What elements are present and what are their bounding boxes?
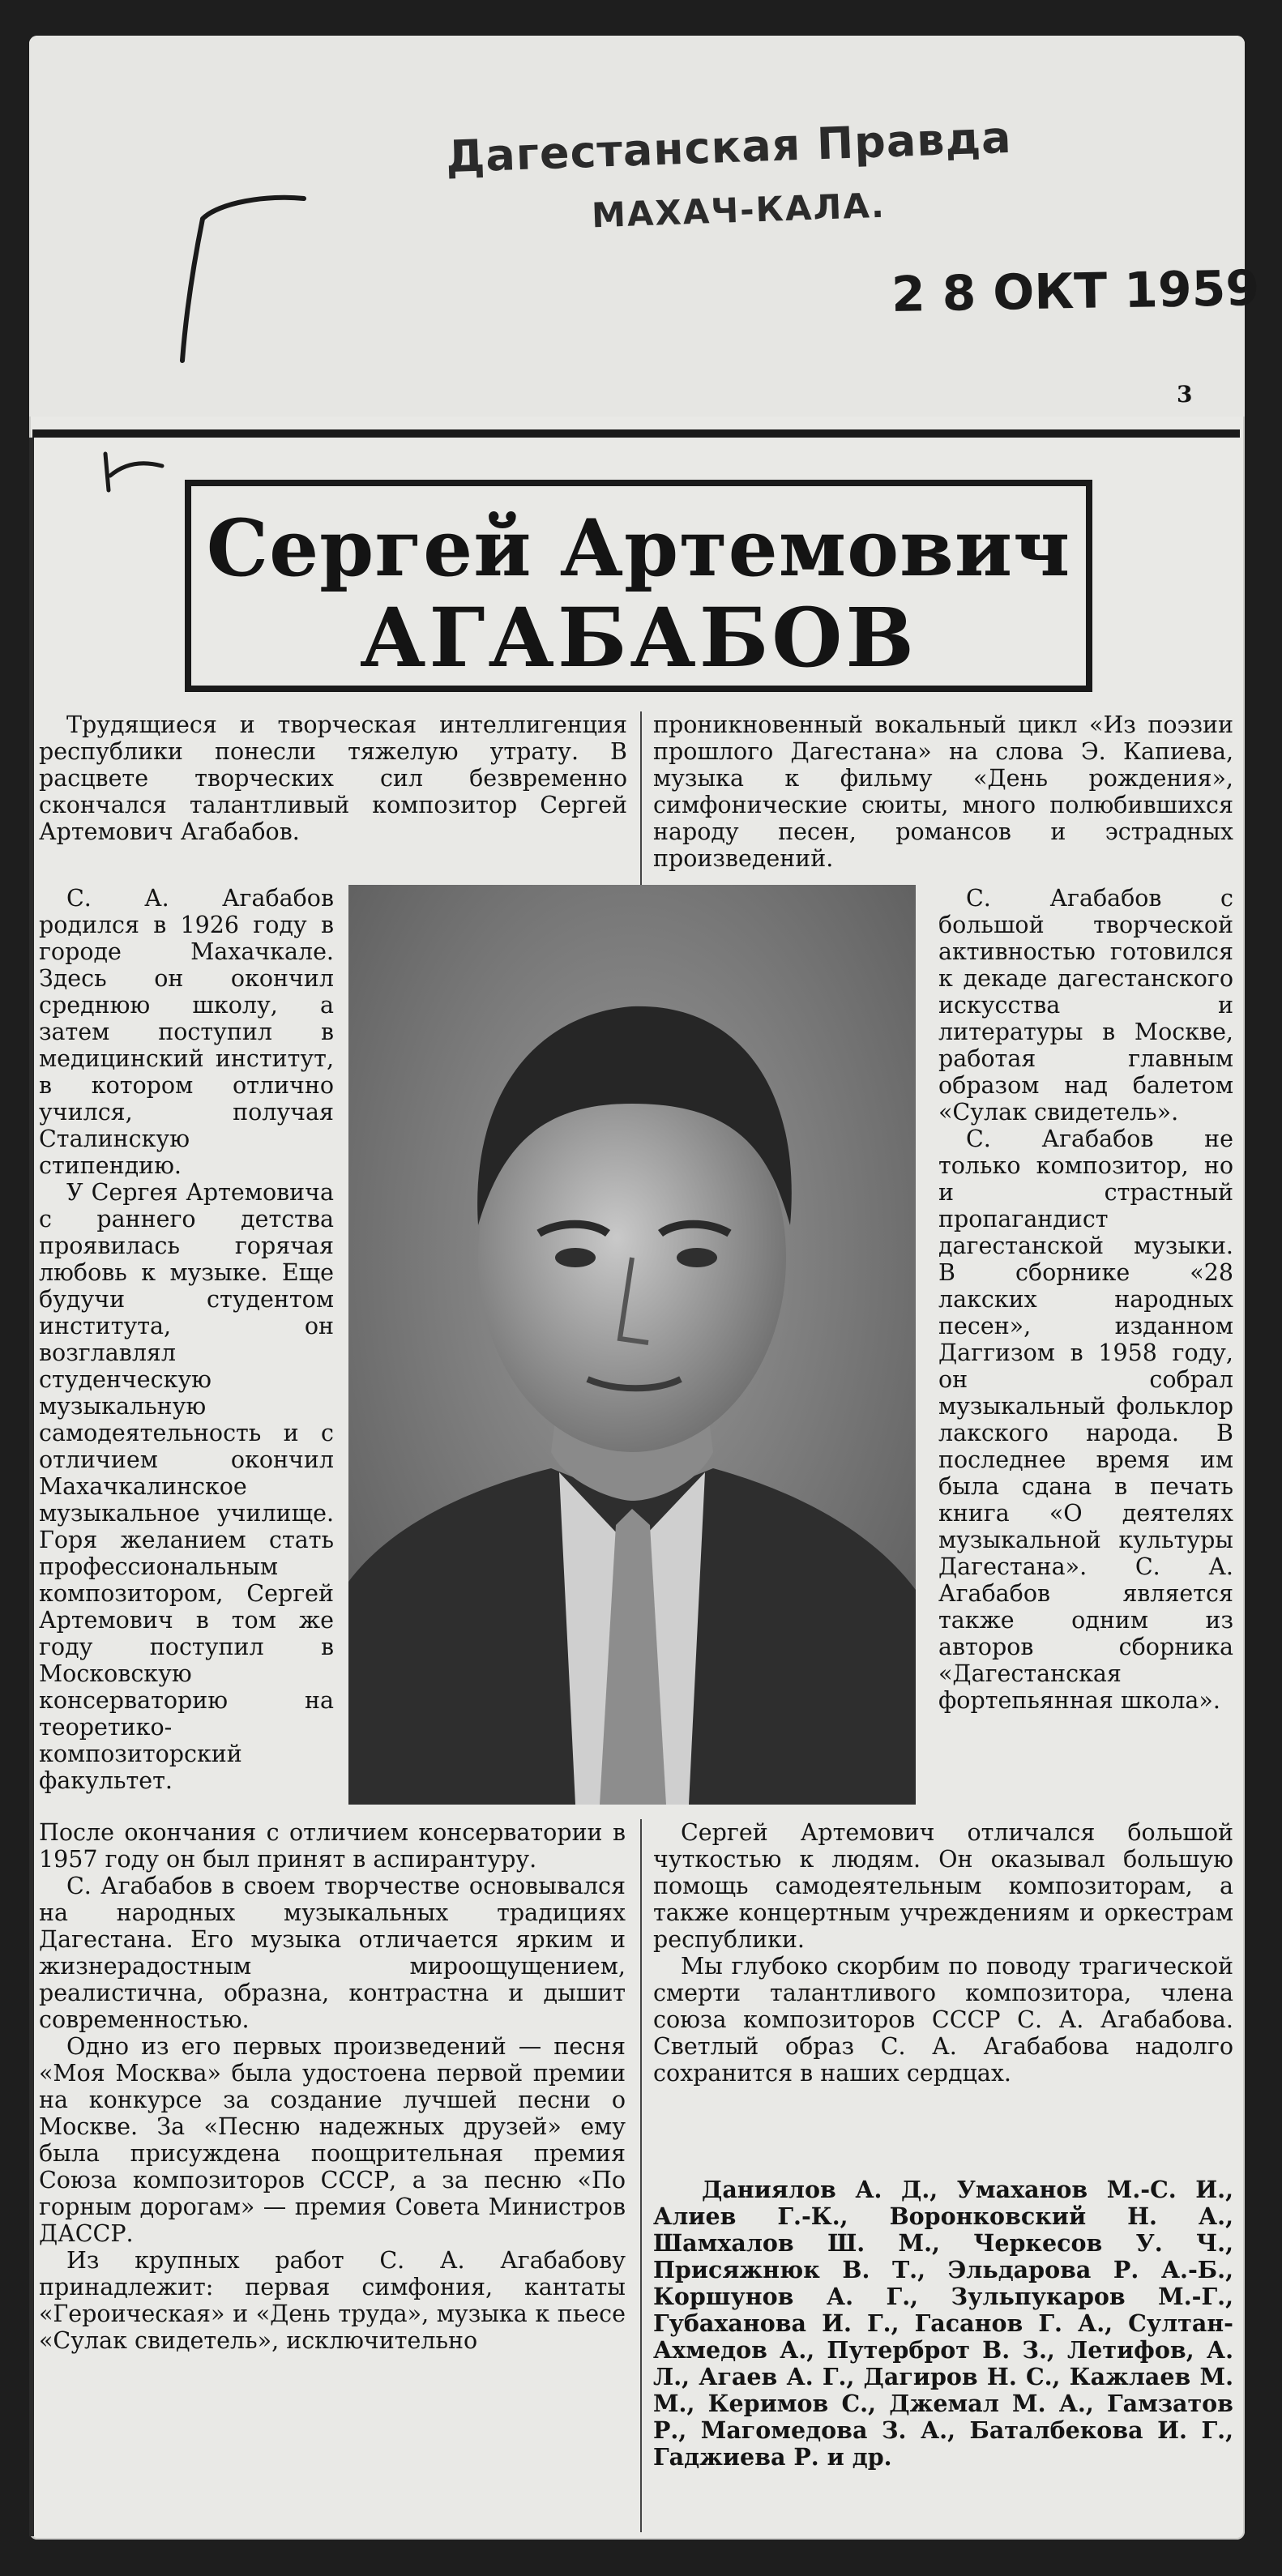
city-stamp: МАХАЧ-КАЛА.: [591, 185, 887, 236]
portrait-photo: [348, 885, 916, 1805]
first-works-paragraph: Одно из его первых произведений — песня «Моя Москва» была удостоена первой премии на конкурсе за создание лучшей песни о Москве. За «Песню надежных друзей» ему была присуждена поощрительная премия Союза композиторов СССР, а за песню «По горным дорогам» — премия Совета Министров ДАССР.: [39, 2033, 626, 2247]
right-top-column: [653, 711, 1233, 872]
title-box: [185, 480, 1092, 692]
decade-paragraph: С. Агабабов с большой творческой активностью готовился к декаде дагестанского искусства и литературы в Москве, работая главным образом над балетом «Сулак свидетель».: [938, 885, 1233, 1126]
title-surname: АГАБАБОВ: [360, 590, 917, 686]
intro-column: [39, 711, 627, 845]
bottom-column-divider: [640, 1819, 642, 2532]
title-name: Сергей Артемович: [206, 502, 1071, 594]
propagandist-paragraph: С. Агабабов не только композитор, но и страстный пропагандист дагестанской музыки. В сборнике «28 лакских народных песен», изданном Даггизом в 1958 году, он собрал музыкальный фольклор лакского народа. В последнее время им была сдана в печать книга «О деятелях музыкальной культуры Дагестана». С. А. Агабабов является также одним из авторов сборника «Дагестанская фортепьянная школа».: [938, 1126, 1233, 1714]
major-works-paragraph: Из крупных работ С. А. Агабабову принадлежит: первая симфония, кантаты «Героическая» и «День труда», музыка к пьесе «Сулак свидетель», исключительно: [39, 2247, 626, 2354]
left-narrow-column: [39, 885, 334, 1794]
conservatory-paragraph: После окончания с отличием консерватории в 1957 году он был принят в аспирантуру.: [39, 1819, 626, 1873]
signatories-text: Даниялов А. Д., Умаханов М.-С. И., Алиев Г.-К., Воронковский Н. А., Шамхалов Ш. М., Черкесов У. Ч., Присяжнюк В. Т., Эльдарова Р. А.-Б., Коршунов А. Г., Зульпукаров М.-Г., Губаханова И. Г., Гасанов Г. А., Султан-Ахмедов А., Путерброт В. З., Летифов, А. Л., Агаев А. Г., Дагиров Н. С., Кажлаев М. М., Керимов С., Джемал М. А., Гамзатов Р., Магомедова З. А., Баталбекова И. Г., Гаджиева Р. и др.: [653, 2176, 1233, 2471]
handwritten-check-icon: [97, 450, 170, 498]
intro-paragraph: Трудящиеся и творческая интеллигенция республики понесли тяжелую утрату. В расцвете творческих сил безвременно скончался талантливый композитор Сергей Артемович Агабабов.: [39, 711, 627, 845]
handwritten-mark-icon: [170, 186, 316, 373]
signatories-list: [653, 2177, 1233, 2471]
bottom-left-column: [39, 1819, 626, 2354]
page-number: 3: [1177, 381, 1193, 408]
right-narrow-column: [938, 885, 1233, 1714]
creativity-paragraph: С. Агабабов в своем творчестве основывался на народных музыкальных традициях Дагестана. Его музыка отличается ярким и жизнерадостным мироощущением, реалистична, образна, контрастна и дышит современностью.: [39, 1873, 626, 2033]
newspaper-stamp: Дагестанская Правда: [445, 111, 1013, 183]
character-paragraph: Сергей Артемович отличался большой чуткостью к людям. Он оказывал большую помощь самодеятельным композиторам, а также концертным учреждениям и оркестрам республики.: [653, 1819, 1233, 1953]
condolence-paragraph: Мы глубоко скорбим по поводу трагической смерти талантливого композитора, члена союза композиторов СССР С. А. Агабабова. Светлый образ С. А. Агабабова надолго сохранится в наших сердцах.: [653, 1953, 1233, 2087]
bottom-right-column: [653, 1819, 1233, 2087]
left-rule: [29, 438, 34, 2536]
portrait-illustration: [348, 885, 916, 1805]
biography-paragraph: С. А. Агабабов родился в 1926 году в городе Махачкале. Здесь он окончил среднюю школу, а затем поступил в медицинский институт, в котором отлично учился, получая Сталинскую стипендию.: [39, 885, 334, 1179]
music-paragraph: У Сергея Артемовича с раннего детства проявилась горячая любовь к музыке. Еще будучи студентом института, он возглавлял студенческую музыкальную самодеятельность и с отличием окончил Махачкалинское музыкальное училище. Горя желанием стать профессиональным композитором, Сергей Артемович в том же году поступил в Московскую консерваторию на теоретико-композиторский факультет.: [39, 1179, 334, 1794]
column-divider: [640, 711, 642, 898]
works-paragraph: проникновенный вокальный цикл «Из поэзии прошлого Дагестана» на слова Э. Капиева, музыка к фильму «День рождения», симфонические сюиты, много полюбившихся народу песен, романсов и эстрадных произведений.: [653, 711, 1233, 872]
top-rule: [32, 429, 1240, 438]
date-stamp: 2 8 ОКТ 1959: [891, 260, 1260, 323]
